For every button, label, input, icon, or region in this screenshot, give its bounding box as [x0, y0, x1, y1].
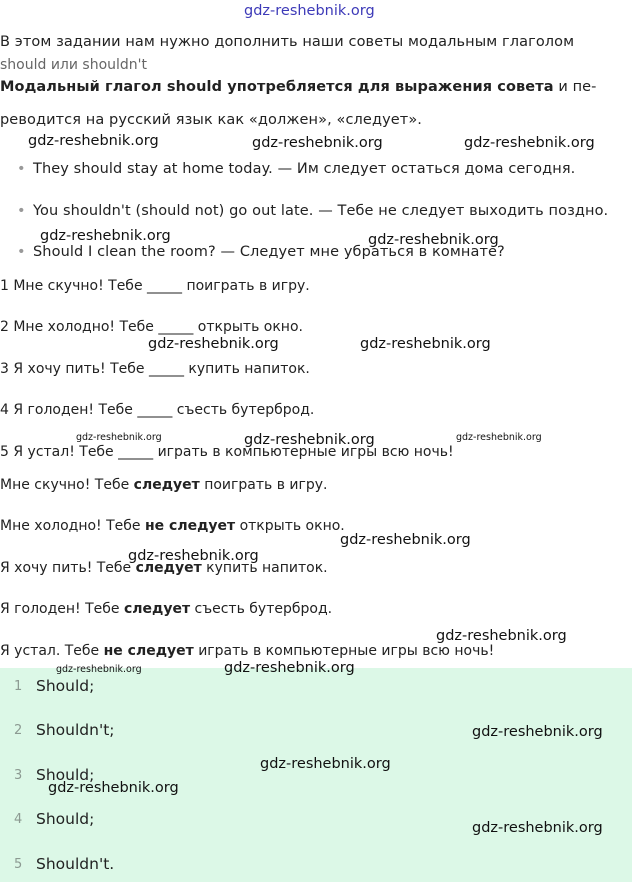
watermark: gdz-reshebnik.org	[360, 336, 491, 352]
solved-2: Мне холодно! Тебе не следует открыть окно.	[0, 518, 345, 534]
answer-number: 5	[14, 857, 23, 872]
watermark: gdz-reshebnik.org	[76, 432, 162, 443]
watermark: gdz-reshebnik.org	[260, 756, 391, 772]
solved-1: Мне скучно! Тебе следует поиграть в игру.	[0, 477, 328, 493]
answer-number: 3	[14, 768, 23, 783]
rule-bold: Модальный глагол should употребляется для выражения совета	[0, 79, 554, 95]
rule-line-2: реводится на русский язык как «должен», «следует».	[0, 112, 422, 128]
task-1: 1 Мне скучно! Тебе _____ поиграть в игру.	[0, 278, 310, 294]
example-1: • They should stay at home today. — Им следует остаться дома сегодня.	[33, 161, 575, 177]
watermark: gdz-reshebnik.org	[456, 432, 542, 443]
watermark: gdz-reshebnik.org	[56, 664, 142, 675]
rule-line-1	[0, 79, 597, 95]
answer-number: 2	[14, 723, 23, 738]
example-2: • You shouldn't (should not) go out late. — Тебе не следует выходить поздно.	[33, 203, 608, 219]
solved-4: Я голоден! Тебе следует съесть бутерброд.	[0, 601, 333, 617]
watermark: gdz-reshebnik.org	[40, 228, 171, 244]
watermark: gdz-reshebnik.org	[244, 432, 375, 448]
intro-text: В этом задании нам нужно дополнить наши советы модальным глаголом	[0, 34, 575, 50]
watermark: gdz-reshebnik.org	[464, 135, 595, 151]
watermark: gdz-reshebnik.org	[472, 724, 603, 740]
intro-cut-line: should или shouldn't	[0, 57, 148, 73]
watermark: gdz-reshebnik.org	[48, 780, 179, 796]
watermark: gdz-reshebnik.org	[128, 548, 259, 564]
task-4: 4 Я голоден! Тебе _____ съесть бутерброд.	[0, 402, 315, 418]
solved-3: Я хочу пить! Тебе следует купить напиток.	[0, 560, 328, 576]
example-3: • Should I clean the room? — Следует мне убраться в комнате?	[33, 244, 505, 260]
watermark: gdz-reshebnik.org	[472, 820, 603, 836]
watermark: gdz-reshebnik.org	[148, 336, 279, 352]
answer-text: Should;	[36, 810, 95, 828]
answer-text: Shouldn't;	[36, 721, 115, 739]
rule-rest: и пе-	[553, 79, 597, 95]
watermark: gdz-reshebnik.org	[224, 660, 355, 676]
watermark-top: gdz-reshebnik.org	[244, 3, 375, 19]
task-5: 5 Я устал! Тебе _____ играть в компьютерные игры всю ночь!	[0, 444, 454, 460]
answer-number: 4	[14, 812, 23, 827]
watermark: gdz-reshebnik.org	[368, 232, 499, 248]
task-3: 3 Я хочу пить! Тебе _____ купить напиток.	[0, 361, 310, 377]
watermark: gdz-reshebnik.org	[436, 628, 567, 644]
answer-text: Should;	[36, 677, 95, 695]
answer-text: Should;	[36, 766, 95, 784]
watermark: gdz-reshebnik.org	[340, 532, 471, 548]
answer-number: 1	[14, 679, 23, 694]
task-2: 2 Мне холодно! Тебе _____ открыть окно.	[0, 319, 303, 335]
solved-5: Я устал. Тебе не следует играть в компьютерные игры всю ночь!	[0, 643, 495, 659]
watermark: gdz-reshebnik.org	[28, 133, 159, 149]
watermark: gdz-reshebnik.org	[252, 135, 383, 151]
answers-panel	[0, 668, 632, 882]
answer-text: Shouldn't.	[36, 855, 115, 873]
